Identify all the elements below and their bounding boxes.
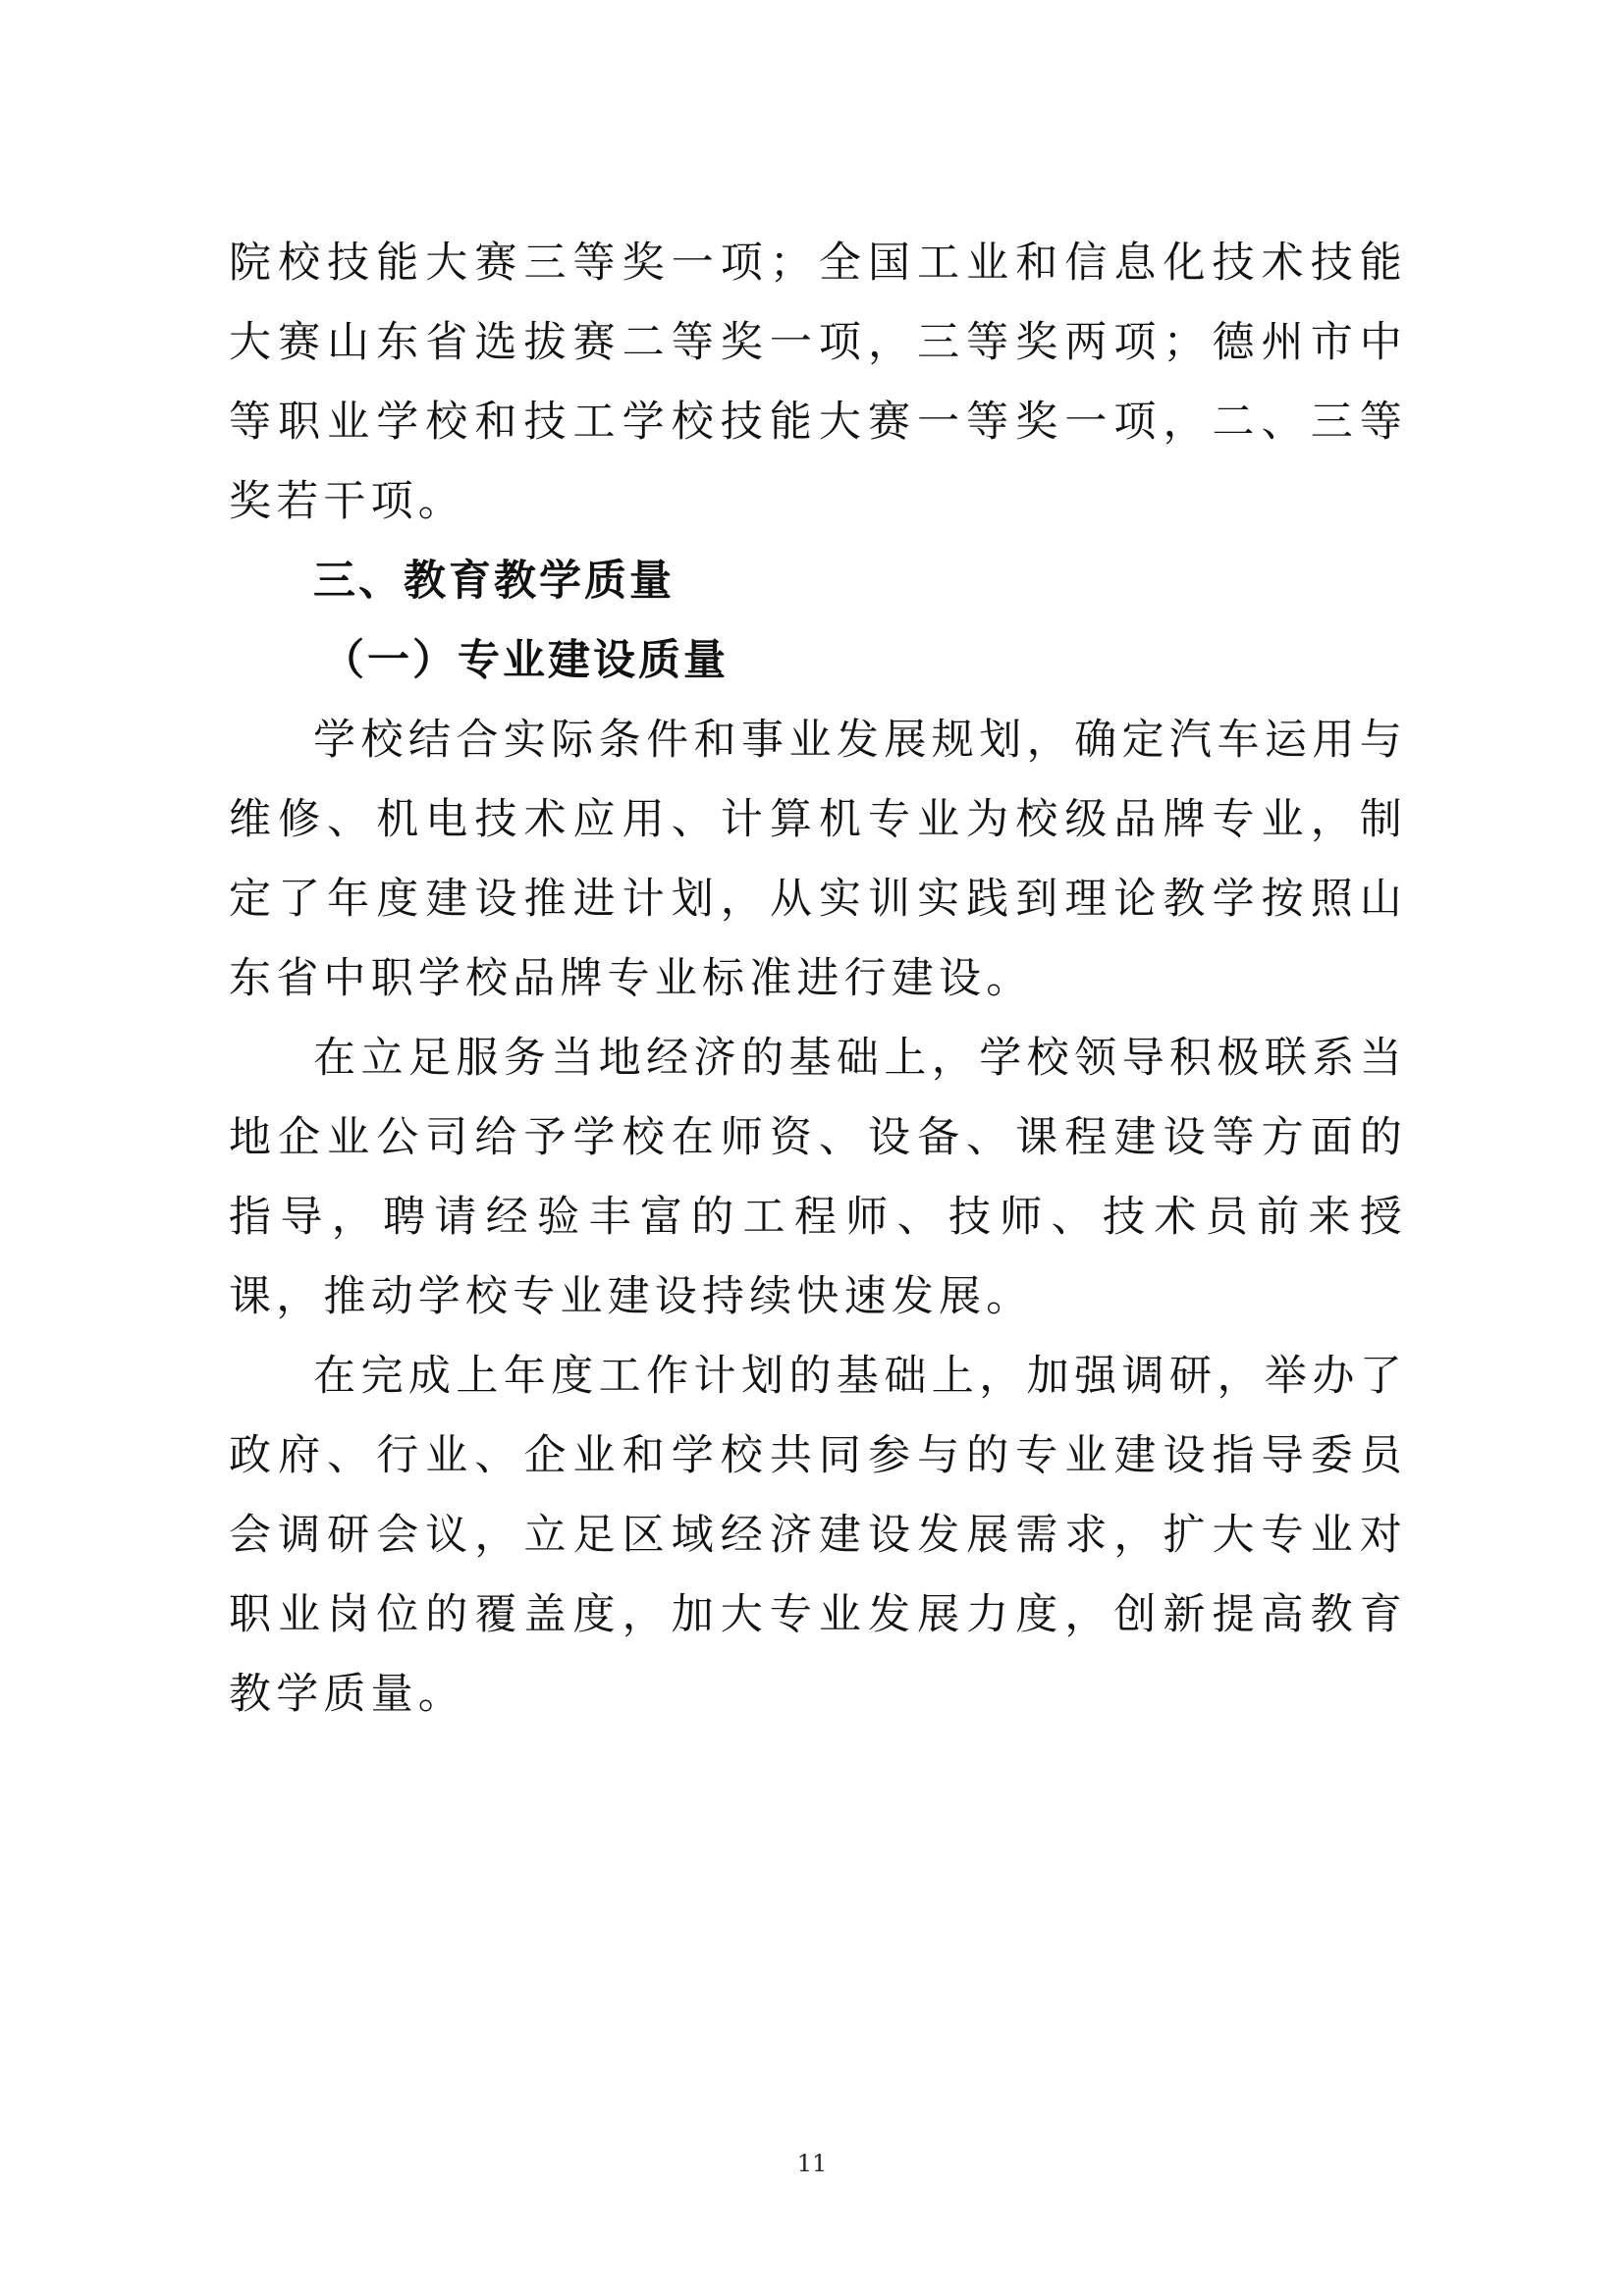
page-number: 11	[796, 2150, 828, 2177]
page-content	[229, 224, 1407, 1735]
body-paragraph-3: 在完成上年度工作计划的基础上，加强调研，举办了政府、行业、企业和学校共同参与的专业建设指导委员会调研会议，立足区域经济建设发展需求，扩大专业对职业岗位的覆盖度，加大专业发展力度，创新提高教育教学质量。	[229, 1352, 1407, 1719]
body-paragraph-2: 在立足服务当地经济的基础上，学校领导积极联系当地企业公司给予学校在师资、设备、课程建设等方面的指导，聘请经验丰富的工程师、技师、技术员前来授课，推动学校专业建设持续快速发展。	[229, 1034, 1407, 1321]
continued-paragraph: 院校技能大赛三等奖一项；全国工业和信息化技术技能大赛山东省选拔赛二等奖一项，三等奖两项；德州市中等职业学校和技工学校技能大赛一等奖一项，二、三等奖若干项。	[229, 239, 1407, 526]
section-heading: 三、教育教学质量	[313, 557, 675, 606]
subsection-heading: （一）专业建设质量	[322, 636, 729, 685]
body-paragraph-1: 学校结合实际条件和事业发展规划，确定汽车运用与维修、机电技术应用、计算机专业为校级品牌专业，制定了年度建设推进计划，从实训实践到理论教学按照山东省中职学校品牌专业标准进行建设。	[229, 716, 1407, 1003]
